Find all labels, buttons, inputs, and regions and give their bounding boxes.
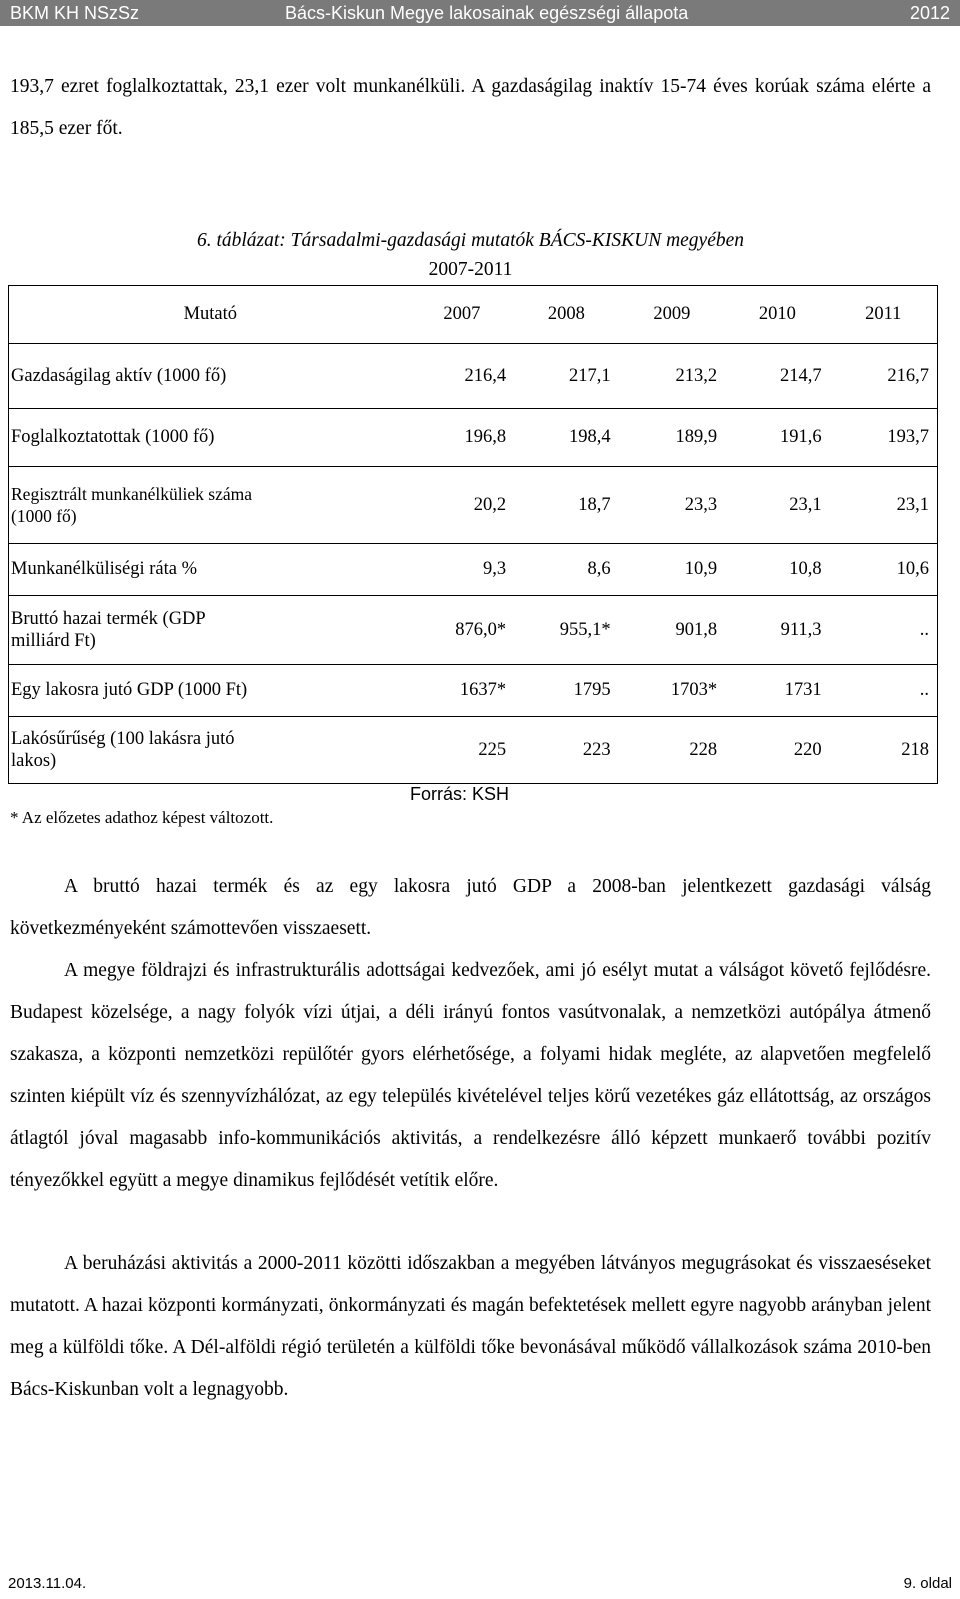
table-title: 6. táblázat: Társadalmi-gazdasági mutatók BÁCS-KISKUN megyében: [196, 230, 745, 251]
cell-2009: 23,3: [684, 494, 718, 515]
cell-2010: 10,8: [789, 559, 822, 579]
column-header-2011: 2011: [865, 304, 902, 324]
cell-2007: 876,0*: [455, 619, 507, 640]
row-label: Lakósűrűség (100 lakásra jutó lakos): [11, 729, 235, 771]
cell-2008: 18,7: [578, 494, 611, 515]
cell-2008: 198,4: [569, 427, 611, 447]
cell-2007: 196,8: [464, 427, 507, 447]
table-row: [9, 544, 938, 596]
cell-2011: 10,6: [896, 559, 929, 579]
column-header-2008: 2008: [547, 304, 585, 324]
footer-date: 2013.11.04.: [8, 1575, 87, 1592]
column-header-indicator: Mutató: [183, 304, 238, 324]
table-caption: [10, 226, 931, 284]
cell-2007: 20,2: [473, 494, 507, 515]
cell-2009: 189,9: [675, 427, 718, 447]
page-header: [0, 0, 960, 26]
row-label: Gazdaságilag aktív (1000 fő): [11, 365, 227, 386]
indicator-table: [8, 285, 938, 784]
table-subtitle: 2007-2011: [428, 259, 513, 280]
row-label: Egy lakosra jutó GDP (1000 Ft): [11, 680, 248, 700]
cell-2007: 216,4: [464, 365, 507, 386]
cell-2011: 193,7: [887, 427, 929, 447]
table-row: [9, 409, 938, 467]
cell-2011: 23,1: [896, 494, 929, 515]
cell-2010: 23,1: [789, 494, 822, 515]
row-label: Munkanélküliségi ráta %: [11, 559, 197, 579]
cell-2007: 1637*: [459, 680, 507, 700]
table-row: [9, 344, 938, 409]
table-row: [9, 596, 938, 665]
table-row: [9, 467, 938, 544]
header-organization: BKM KH NSzSz: [10, 3, 140, 23]
cell-2011: 218: [901, 739, 929, 760]
cell-2009: 213,2: [675, 365, 718, 386]
header-year: 2012: [909, 3, 950, 23]
column-header-2007: 2007: [443, 304, 481, 324]
cell-2010: 191,6: [779, 427, 822, 447]
body-paragraph: A bruttó hazai termék és az egy lakosra jutó GDP a 2008-ban jelentkezett gazdasági válság következményeként számottevően visszaesett.: [10, 876, 931, 939]
intro-paragraph: 193,7 ezret foglalkoztattak, 23,1 ezer volt munkanélküli. A gazdaságilag inaktív 15-74 éves korúak száma elérte a 185,5 ezer főt.: [10, 76, 931, 139]
cell-2010: 220: [793, 739, 822, 760]
table-header-row: [9, 286, 938, 344]
row-label: Bruttó hazai termék (GDP milliárd Ft): [11, 609, 206, 651]
row-label: Regisztrált munkanélküliek száma (1000 fő): [11, 484, 253, 526]
cell-2011: ..: [919, 619, 929, 640]
cell-2010: 214,7: [779, 365, 822, 386]
cell-2010: 1731: [784, 680, 822, 700]
cell-2008: 217,1: [569, 365, 611, 386]
cell-2008: 223: [582, 739, 611, 760]
cell-2011: 216,7: [887, 365, 929, 386]
body-paragraph: A beruházási aktivitás a 2000-2011 közötti időszakban a megyében látványos megugrásokat és visszaeséseket mutatott. A hazai központi kormányzati, önkormányzati és magán befektetések mellett egyre nagyobb arányban jelent meg a külföldi tőke. A Dél-alföldi régió területén a külföldi tőke bevonásával működő vállalkozások száma 2010-ben Bács-Kiskunban volt a legnagyobb.: [10, 1253, 931, 1400]
cell-2011: ..: [919, 680, 929, 700]
cell-2009: 901,8: [675, 619, 718, 640]
cell-2008: 8,6: [587, 559, 611, 579]
table-source: Forrás: KSH: [410, 784, 510, 804]
cell-2009: 10,9: [684, 559, 718, 579]
column-header-2009: 2009: [653, 304, 691, 324]
cell-2009: 1703*: [670, 680, 718, 700]
cell-2010: 911,3: [780, 619, 822, 640]
table-row: [9, 665, 938, 717]
cell-2008: 955,1*: [559, 619, 611, 640]
cell-2009: 228: [689, 739, 718, 760]
header-document-title: Bács-Kiskun Megye lakosainak egészségi állapota: [285, 3, 689, 23]
column-header-2010: 2010: [758, 304, 796, 324]
cell-2007: 9,3: [483, 559, 507, 579]
table-footnote: * Az előzetes adathoz képest változott.: [10, 808, 274, 827]
table-row: [9, 717, 938, 784]
cell-2008: 1795: [573, 680, 611, 700]
row-label: Foglalkoztatottak (1000 fő): [11, 427, 215, 447]
body-paragraph: A megye földrajzi és infrastrukturális adottságai kedvezőek, ami jó esélyt mutat a válságot követő fejlődésre. Budapest közelsége, a nagy folyók vízi útjai, a déli irányú fontos vasútvonalak, a nemzetközi autópálya átmenő szakasza, a központi nemzetközi repülőtér gyors elérhetősége, a folyami hidak megléte, az alapvetően megfelelő szinten kiépült víz és szennyvízhálózat, az egy település kivételével teljes körű vezetékes gáz ellátottság, az országos átlagtól jóval magasabb info-kommunikációs aktivitás, a rendelkezésre álló képzett munkaerő további pozitív tényezőkkel együtt a megye dinamikus fejlődését vetítik előre.: [10, 960, 931, 1191]
footer-page-number: 9. oldal: [903, 1575, 952, 1592]
cell-2007: 225: [478, 739, 507, 760]
